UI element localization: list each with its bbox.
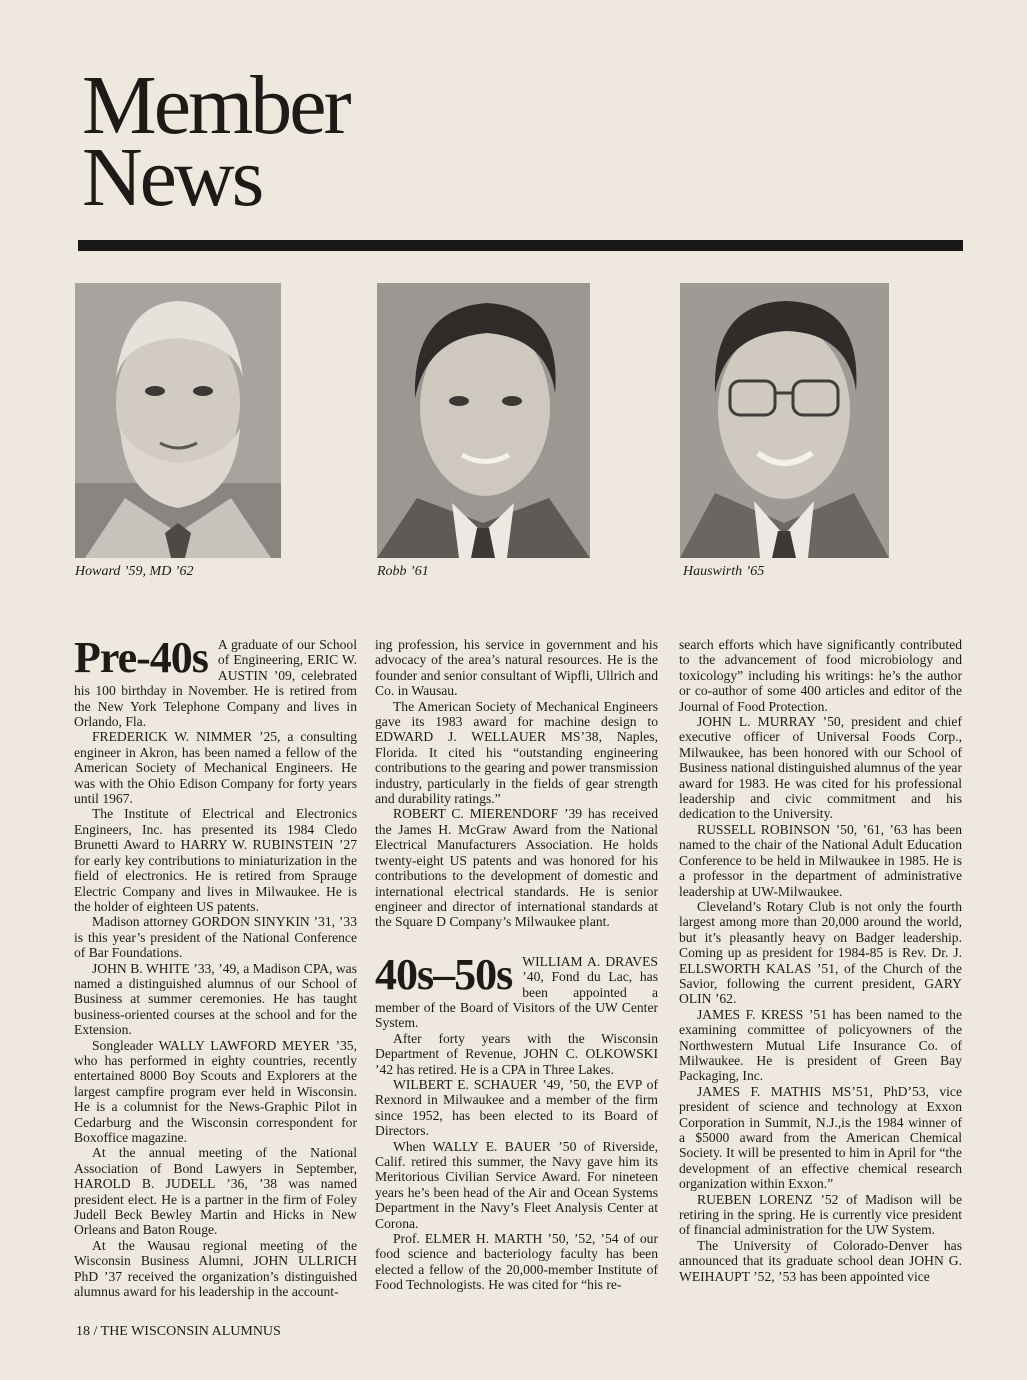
paragraph: Songleader WALLY LAWFORD MEYER ’35, who has performed in eighty countries, recently entertained 8000 Boy Scouts and Explorers at the largest campfire program ever held in Wisconsin. He is a columnist for the News-Graphic Pilot in Cedarburg and the Wisconsin correspondent for Boxoffice magazine.: [74, 1037, 357, 1145]
page-title: [82, 59, 349, 224]
portrait-photo-robb: [377, 283, 590, 558]
paragraph: After forty years with the Wisconsin Department of Revenue, JOHN C. OLKOWSKI ’42 has retired. He is a CPA in Three Lakes.: [375, 1030, 658, 1077]
paragraph: JOHN L. MURRAY ’50, president and chief executive officer of Universal Foods Corp., Milwaukee, has been honored with our School of Business national distinguished alumnus of the year award for 1983. He was cited for his professional leadership and civic commitment and his dedication to the University.: [679, 714, 962, 822]
portrait-photo-howard: [75, 283, 281, 558]
paragraph: A graduate of our School of Engineering, ERIC W. AUSTIN ’09, celebrated his 100 birthday in November. He is retired from the New York Telephone Company and lives in Orlando, Fla.: [74, 637, 357, 730]
section-spacer: [375, 930, 658, 944]
paragraph: When WALLY E. BAUER ’50 of Riverside, Calif. retired this summer, the Navy gave him its Meritorious Civilian Service Award. For nineteen years he’s been head of the Air and Ocean Systems Department in the Navy’s Fleet Analysis Center at Corona.: [375, 1138, 658, 1231]
article-column-3: [679, 637, 962, 1284]
article-column-2: [375, 637, 658, 1293]
paragraph: The American Society of Mechanical Engineers gave its 1983 award for machine design to EDWARD J. WELLAUER MS’38, Naples, Florida. It cited his “outstanding engineering contributions to the gearing and power transmission industry, particularly in the fields of gear strength and durability ratings.”: [375, 698, 658, 807]
paragraph: JAMES F. KRESS ’51 has been named to the examining committee of policyowners of the Northwestern Mutual Life Insurance Co. of Milwaukee. He is president of Green Bay Packaging, Inc.: [679, 1006, 962, 1084]
paragraph: WILLIAM A. DRAVES ’40, Fond du Lac, has been appointed a member of the Board of Visitors of the UW Center System.: [375, 953, 658, 1031]
paragraph: JOHN B. WHITE ’33, ’49, a Madison CPA, was named a distinguished alumnus of our School of Business at summer ceremonies. He has taught business-oriented courses at the school and for the Extension.: [74, 960, 357, 1038]
photo-caption-3: Hauswirth ’65: [683, 564, 765, 579]
paragraph: At the Wausau regional meeting of the Wisconsin Business Alumni, JOHN ULLRICH PhD ’37 received the organization’s distinguished alumnus award for his leadership in the account-: [74, 1237, 357, 1300]
paragraph: At the annual meeting of the National Association of Bond Lawyers in September, HAROLD B. JUDELL ’36, ’38 was named president elect. He is a partner in the firm of Foley Judell Beck Bewley Martin and Hicks in New Orleans and Baton Rouge.: [74, 1145, 357, 1238]
paragraph: JAMES F. MATHIS MS’51, PhD’53, vice president of science and technology at Exxon Corporation in Summit, N.J.,is the 1984 winner of a $5000 award from the American Chemical Society. It will be presented to him in April for “the development of an effective chemical research organization within Exxon.”: [679, 1083, 962, 1192]
paragraph: Cleveland’s Rotary Club is not only the fourth largest among more than 20,000 around the world, but it’s pleasantly heavy on Badger leadership. Coming up as president for 1984-85 is Rev. Dr. J. ELLSWORTH KALAS ’51, of the Church of the Savior, following the current president, GARY OLIN ’62.: [679, 898, 962, 1007]
paragraph: ROBERT C. MIERENDORF ’39 has received the James H. McGraw Award from the National Electrical Manufacturers Association. He holds twenty-eight US patents and was honored for his contributions to the development of domestic and international electrical standards. He is senior engineer and director of international standards at the Square D Company’s Milwaukee plant.: [375, 806, 658, 930]
paragraph: RUEBEN LORENZ ’52 of Madison will be retiring in the spring. He is currently vice president of financial administration for the UW System.: [679, 1191, 962, 1238]
page-footer: 18 / THE WISCONSIN ALUMNUS: [76, 1324, 281, 1339]
portrait-photo-hauswirth: [680, 283, 889, 558]
paragraph: Madison attorney GORDON SINYKIN ’31, ’33 is this year’s president of the National Conference of Bar Foundations.: [74, 914, 357, 961]
paragraph: WILBERT E. SCHAUER ’49, ’50, the EVP of Rexnord in Milwaukee and a member of the firm since 1952, has been elected to its Board of Directors.: [375, 1076, 658, 1139]
header-rule: [78, 240, 963, 251]
photo-caption-2: Robb ’61: [377, 564, 429, 579]
title-line-2: News: [82, 131, 262, 224]
paragraph: The University of Colorado-Denver has announced that its graduate school dean JOHN G. WEIHAUPT ’52, ’53 has been appointed vice: [679, 1237, 962, 1284]
paragraph: ing profession, his service in government and his advocacy of the area’s natural resources. He is the founder and senior consultant of Wipfli, Ullrich and Co. in Wausau.: [375, 637, 658, 699]
paragraph: search efforts which have significantly contributed to the advancement of food microbiology and toxicology” including his writings: he’s the author or co-author of some 400 articles and editor of the Journal of Food Protection.: [679, 637, 962, 714]
paragraph: RUSSELL ROBINSON ’50, ’61, ’63 has been named to the chair of the National Adult Education Conference to be held in Milwaukee in 1985. He is a professor in the department of administrative leadership at UW-Milwaukee.: [679, 821, 962, 899]
section-heading-40s-50s: 40s–50s: [375, 949, 513, 999]
paragraph: The Institute of Electrical and Electronics Engineers, Inc. has presented its 1984 Cledo Brunetti Award to HARRY W. RUBINSTEIN ’27 for early key contributions to miniaturization in the field of electronics. He is retired from Sprauge Electric Company and lives in Milwaukee. He is the holder of eighteen US patents.: [74, 806, 357, 914]
paragraph: FREDERICK W. NIMMER ’25, a consulting engineer in Akron, has been named a fellow of the American Society of Mechanical Engineers. He was with the Ohio Edison Company for forty years until 1967.: [74, 729, 357, 807]
photo-caption-1: Howard ’59, MD ’62: [75, 564, 194, 579]
article-column-1: [74, 633, 357, 1300]
section-heading-pre-40s: Pre-40s: [74, 633, 208, 682]
title-line-1: Member: [82, 59, 349, 152]
paragraph: Prof. ELMER H. MARTH ’50, ’52, ’54 of our food science and bacteriology faculty has been elected a fellow of the 20,000-member Institute of Food Technologists. He was cited for “his re-: [375, 1231, 658, 1293]
